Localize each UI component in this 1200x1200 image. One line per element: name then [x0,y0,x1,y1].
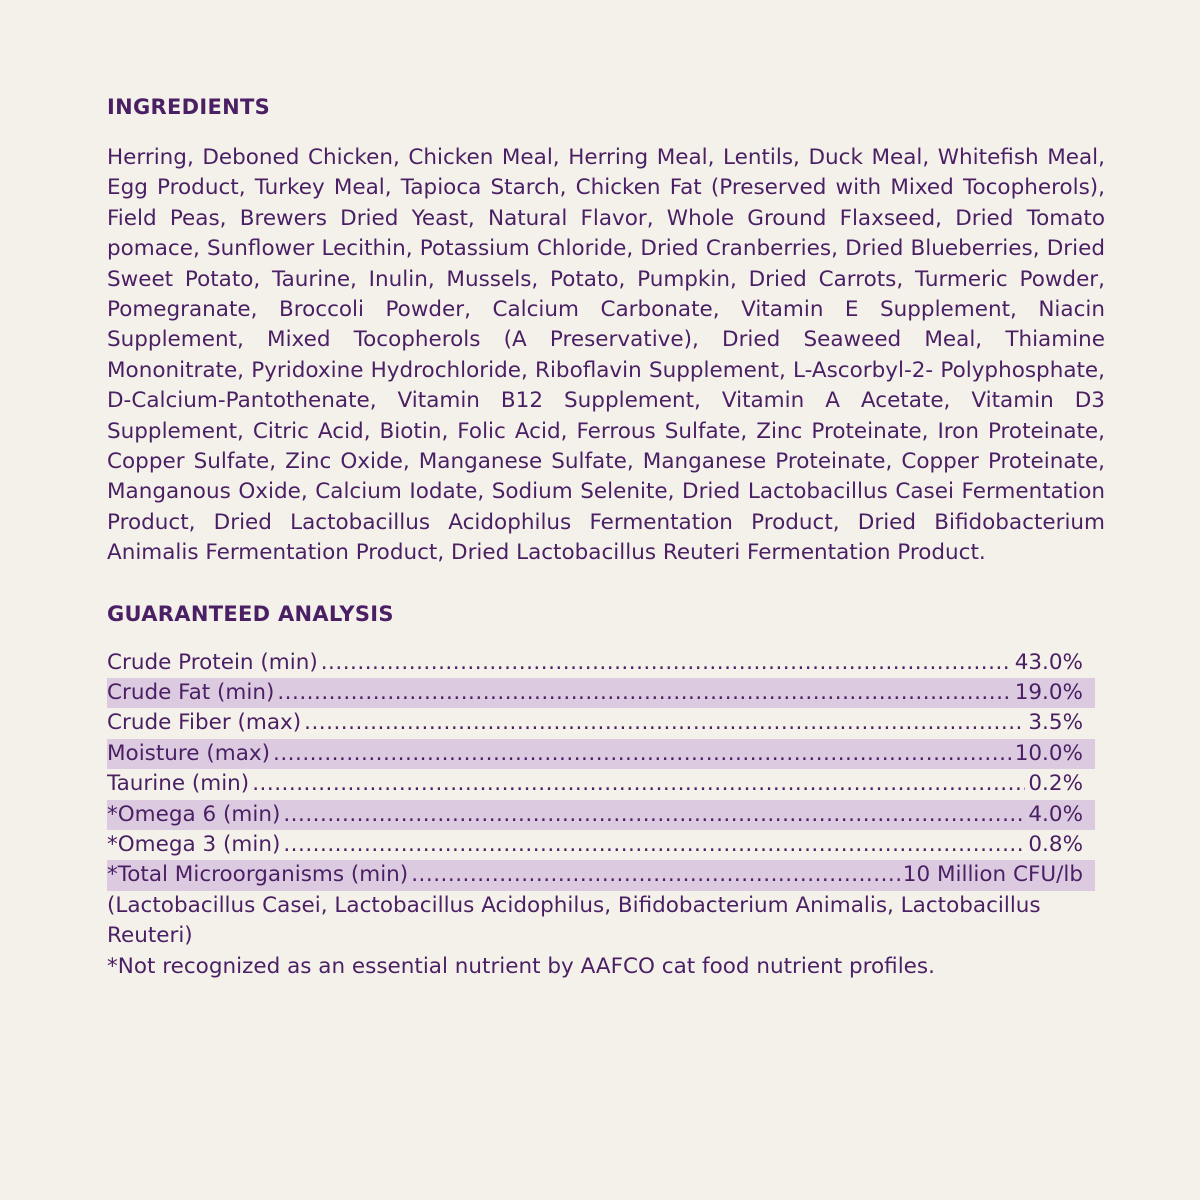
guaranteed-analysis-heading: GUARANTEED ANALYSIS [107,601,394,626]
dot-leader [283,830,1025,860]
dot-leader [321,648,1012,678]
analysis-value: 0.2% [1028,771,1083,797]
guaranteed-analysis-table [107,648,1095,891]
analysis-label: *Total Microorganisms (min) [107,862,409,888]
analysis-label: Crude Protein (min) [107,649,318,675]
analysis-value: 10 Million CFU/lb [902,862,1083,888]
analysis-value: 10.0% [1014,740,1083,766]
analysis-row-taurine [107,769,1095,799]
analysis-row-omega-6 [107,800,1095,830]
analysis-row-crude-fiber [107,708,1095,738]
analysis-label: Crude Fat (min) [107,680,275,706]
analysis-label: *Omega 6 (min) [107,801,281,827]
dot-leader [273,739,1012,769]
analysis-value: 19.0% [1014,680,1083,706]
analysis-row-total-microorganisms [107,860,1095,890]
analysis-value: 3.5% [1028,710,1083,736]
microorganisms-note: (Lactobacillus Casei, Lactobacillus Acidophilus, Bifidobacterium Animalis, Lactobacillus Reuteri) [107,892,1041,949]
dot-leader [304,708,1025,738]
analysis-row-crude-fat [107,678,1095,708]
analysis-row-moisture [107,739,1095,769]
nutrition-panel [107,92,1105,982]
dot-leader [277,678,1011,708]
analysis-value: 43.0% [1014,649,1083,675]
ingredients-list: Herring, Deboned Chicken, Chicken Meal, Herring Meal, Lentils, Duck Meal, Whitefish Meal, Egg Product, Turkey Meal, Tapioca Starch, Chicken Fat (Preserved with Mixed Tocopherols), Field Peas, Brewers Dried Yeast, Natural Flavor, Whole Ground Flaxseed, Dried Tomato pomace, Sunflower Lecithin, Potassium Chloride, Dried Cranberries, Dried Blueberries, Dried Sweet Potato, Taurine, Inulin, Mussels, Potato, Pumpkin, Dried Carrots, Turmeric Powder, Pomegranate, Broccoli Powder, Calcium Carbonate, Vitamin E Supplement, Niacin Supplement, Mixed Tocopherols (A Preservative), Dried Seaweed Meal, Thiamine Mononitrate, Pyridoxine Hydrochloride, Riboflavin Supplement, L-Ascorbyl-2- Polyphosphate, D-Calcium-Pantothenate, Vitamin B12 Supplement, Vitamin A Acetate, Vitamin D3 Supplement, Citric Acid, Biotin, Folic Acid, Ferrous Sulfate, Zinc Proteinate, Iron Proteinate, Copper Sulfate, Zinc Oxide, Manganese Sulfate, Manganese Proteinate, Copper Proteinate, Manganous Oxide, Calcium Iodate, Sodium Selenite, Dried Lactobacillus Casei Fermentation Product, Dried Lactobacillus Acidophilus Fermentation Product, Dried Bifidobacterium Animalis Fermentation Product, Dried Lactobacillus Reuteri Fermentation Product. [107,145,1105,566]
dot-leader [283,800,1025,830]
analysis-label: Crude Fiber (max) [107,710,302,736]
analysis-value: 0.8% [1028,832,1083,858]
analysis-row-crude-protein [107,648,1095,678]
analysis-row-omega-3 [107,830,1095,860]
dot-leader [252,769,1025,799]
analysis-label: Taurine (min) [107,771,250,797]
analysis-value: 4.0% [1028,801,1083,827]
ingredients-heading: INGREDIENTS [107,95,271,119]
aafco-footnote: *Not recognized as an essential nutrient by AAFCO cat food nutrient profiles. [107,953,935,979]
dot-leader [411,860,900,890]
analysis-label: *Omega 3 (min) [107,832,281,858]
analysis-label: Moisture (max) [107,740,270,766]
